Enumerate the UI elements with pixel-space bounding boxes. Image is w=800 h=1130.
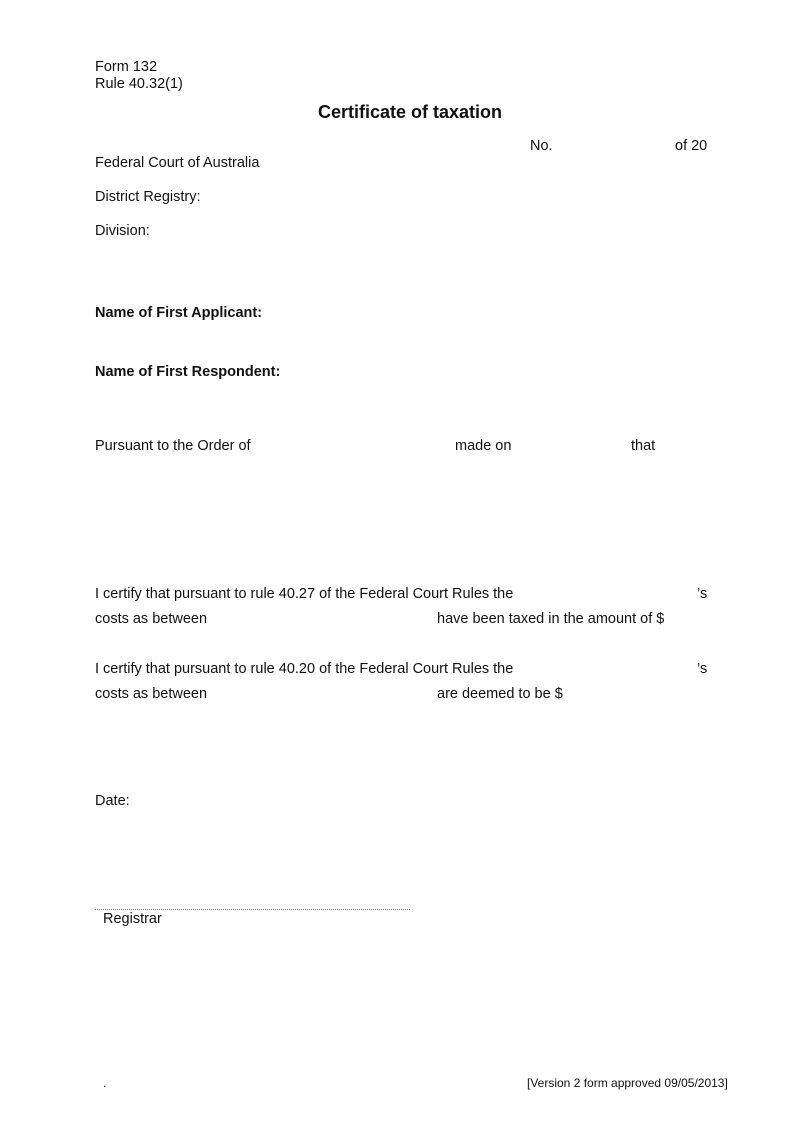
version-note: [Version 2 form approved 09/05/2013] <box>527 1076 728 1090</box>
rule-reference: Rule 40.32(1) <box>95 76 183 92</box>
court-name: Federal Court of Australia <box>95 155 260 171</box>
that-label: that <box>631 438 656 454</box>
form-number: Form 132 <box>95 59 158 75</box>
page-title: Certificate of taxation <box>317 102 503 122</box>
district-registry-label: District Registry: <box>95 189 201 205</box>
first-respondent-label: Name of First Respondent: <box>95 364 281 380</box>
certify-taxed-line: I certify that pursuant to rule 40.27 of the Federal Court Rules the <box>95 586 514 602</box>
pursuant-order-label: Pursuant to the Order of <box>95 438 251 454</box>
footer-dot: . <box>103 1076 107 1090</box>
made-on-label: made on <box>455 438 512 454</box>
certify-deemed-costs-between: costs as between <box>95 686 208 702</box>
certify-deemed-line: I certify that pursuant to rule 40.20 of the Federal Court Rules the <box>95 661 514 677</box>
division-label: Division: <box>95 223 150 239</box>
signature-line <box>95 909 410 910</box>
registrar-label: Registrar <box>103 911 162 927</box>
date-label: Date: <box>95 793 130 809</box>
case-no-label: No. <box>530 138 553 154</box>
certify-taxed-costs-between: costs as between <box>95 611 208 627</box>
first-applicant-label: Name of First Applicant: <box>95 305 263 321</box>
case-year-label: of 20 <box>675 138 708 154</box>
certify-taxed-possessive: ’s <box>697 586 708 602</box>
certify-taxed-amount-label: have been taxed in the amount of $ <box>437 611 665 627</box>
certify-deemed-amount-label: are deemed to be $ <box>437 686 563 702</box>
certify-deemed-possessive: ’s <box>697 661 708 677</box>
